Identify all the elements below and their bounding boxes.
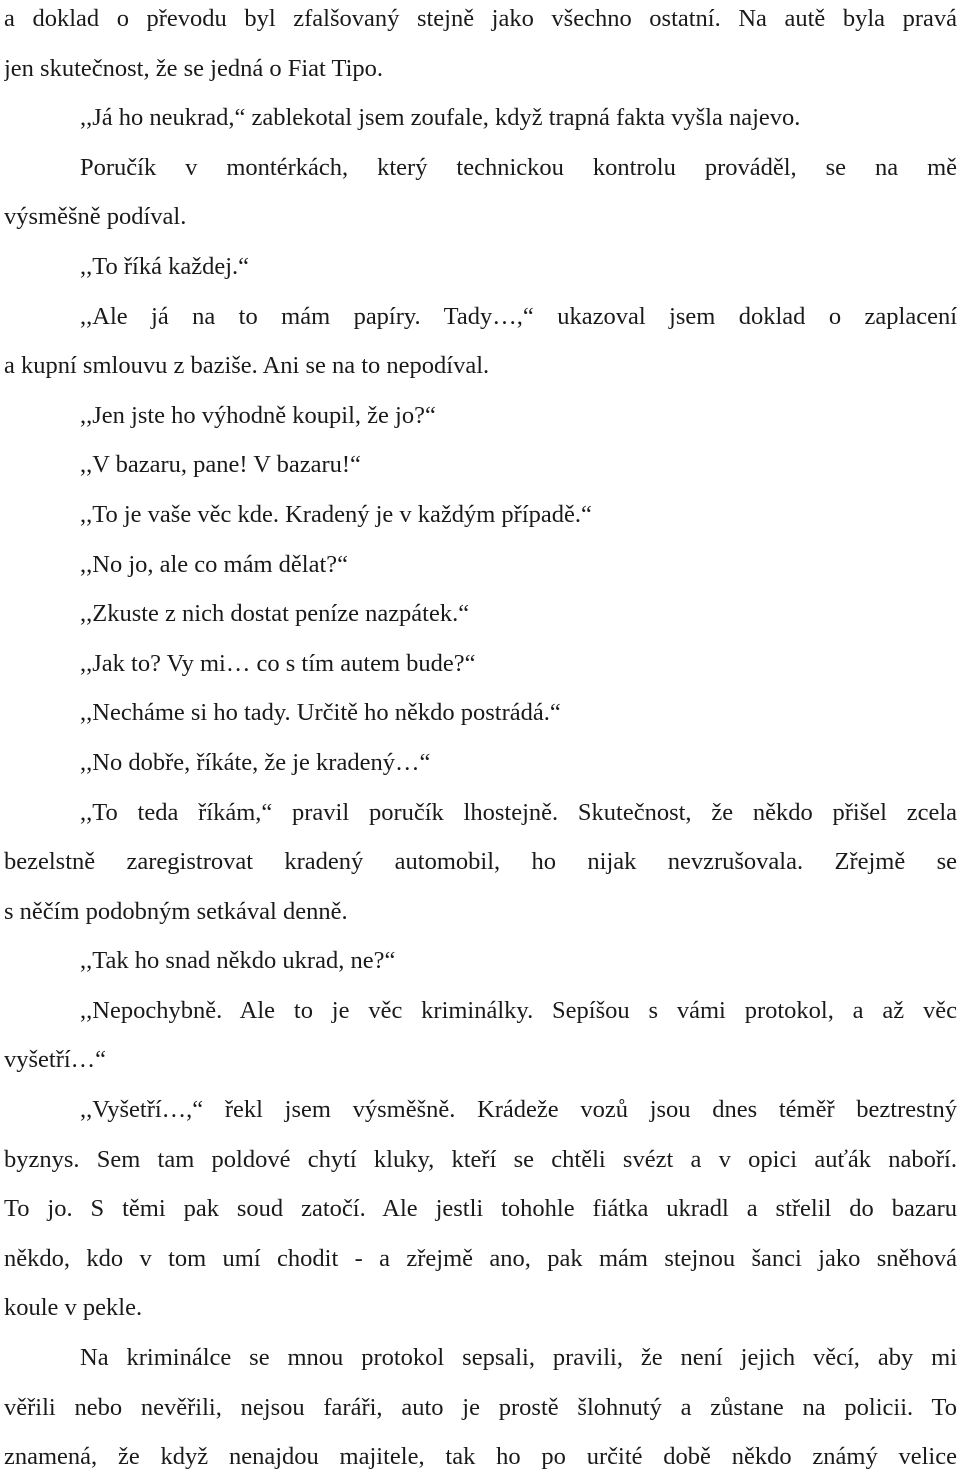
text-line: ,,Zkuste z nich dostat peníze nazpátek.“ bbox=[80, 600, 470, 628]
text-line: ,,Vyšetří…,“ řekl jsem výsměšně. Krádeže vozů jsou dnes téměř beztrestný bbox=[80, 1096, 957, 1124]
text-line: ,,V bazaru, pane! V bazaru!“ bbox=[80, 451, 361, 479]
text-line: ,,To teda říkám,“ pravil poručík lhostejně. Skutečnost, že někdo přišel zcela bbox=[80, 798, 957, 826]
text-line: s něčím podobným setkával denně. bbox=[4, 897, 348, 925]
text-line: ,,Necháme si ho tady. Určitě ho někdo postrádá.“ bbox=[80, 699, 561, 727]
text-line: bezelstně zaregistrovat kradený automobil, ho nijak nevzrušovala. Zřejmě se bbox=[4, 848, 957, 876]
text-line: koule v pekle. bbox=[4, 1294, 143, 1322]
text-line: byznys. Sem tam poldové chytí kluky, kteří se chtěli svézt a v opici auťák naboří. bbox=[4, 1145, 957, 1173]
text-line: ,,Jen jste ho výhodně koupil, že jo?“ bbox=[80, 401, 436, 429]
text-line: Poručík v montérkách, který technickou kontrolu prováděl, se na mě bbox=[80, 153, 957, 181]
text-line: znamená, že když nenajdou majitele, tak ho po určité době někdo známý velice bbox=[4, 1443, 957, 1471]
text-line: To jo. S těmi pak soud zatočí. Ale jestli tohohle fiátka ukradl a střelil do bazaru bbox=[4, 1195, 957, 1223]
text-line: vyšetří…“ bbox=[4, 1046, 107, 1074]
text-line: jen skutečnost, že se jedná o Fiat Tipo. bbox=[4, 54, 384, 82]
text-line: ,,Tak ho snad někdo ukrad, ne?“ bbox=[80, 947, 396, 975]
text-line: ,,No dobře, říkáte, že je kradený…“ bbox=[80, 748, 431, 776]
text-line: Na kriminálce se mnou protokol sepsali, pravili, že není jejich věcí, aby mi bbox=[80, 1344, 957, 1372]
text-line: ,,To je vaše věc kde. Kradený je v každým případě.“ bbox=[80, 500, 592, 528]
text-line: ,,No jo, ale co mám dělat?“ bbox=[80, 550, 349, 578]
text-line: ,,Ale já na to mám papíry. Tady…,“ ukazoval jsem doklad o zaplacení bbox=[80, 302, 957, 330]
text-line: ,,Nepochybně. Ale to je věc kriminálky. Sepíšou s vámi protokol, a až věc bbox=[80, 996, 957, 1024]
text-line: ,,To říká každej.“ bbox=[80, 252, 250, 280]
text-line: ,,Jak to? Vy mi… co s tím autem bude?“ bbox=[80, 649, 476, 677]
text-line: ,,Já ho neukrad,“ zablekotal jsem zoufale, když trapná fakta vyšla najevo. bbox=[80, 104, 801, 132]
text-line: a doklad o převodu byl zfalšovaný stejně jako všechno ostatní. Na autě byla pravá bbox=[4, 5, 957, 32]
text-line: věřili nebo nevěřili, nejsou faráři, auto je prostě šlohnutý a zůstane na policii. To bbox=[4, 1393, 957, 1421]
text-line: výsměšně podíval. bbox=[4, 203, 187, 231]
text-line: a kupní smlouvu z baziše. Ani se na to nepodíval. bbox=[4, 352, 490, 380]
text-line: někdo, kdo v tom umí chodit - a zřejmě ano, pak mám stejnou šanci jako sněhová bbox=[4, 1244, 957, 1272]
